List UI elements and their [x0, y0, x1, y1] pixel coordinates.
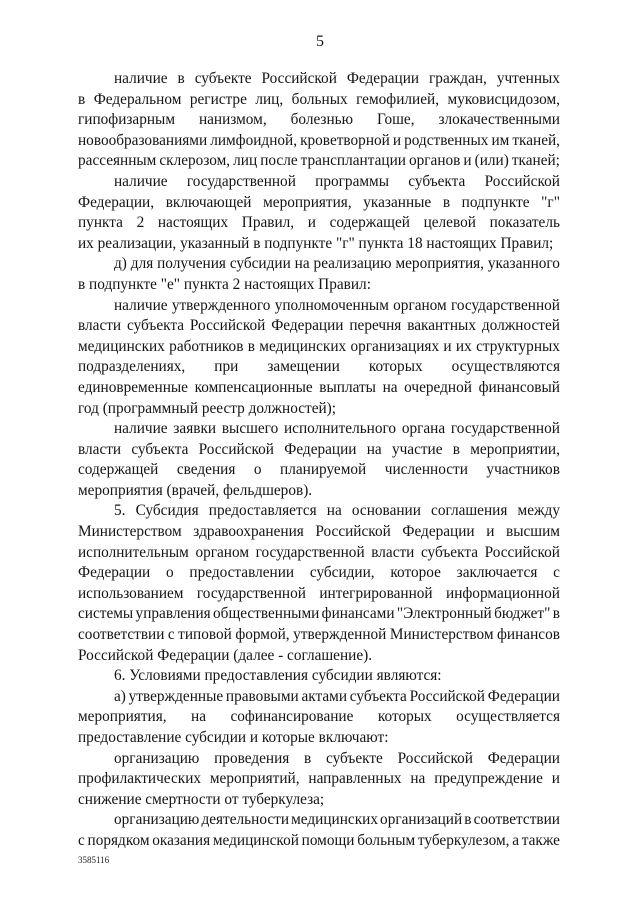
text-line — [78, 213, 560, 234]
word: и — [551, 770, 560, 788]
word: о — [166, 564, 174, 582]
word: высшим — [506, 523, 560, 541]
word: Федерации — [402, 523, 475, 541]
word: на — [382, 378, 398, 396]
text-line — [78, 501, 560, 522]
word: Гоше, — [377, 111, 415, 129]
word: субъекта — [127, 317, 185, 335]
word: вакантных — [407, 317, 476, 335]
text-line — [78, 749, 560, 770]
word: субъекте — [326, 749, 383, 767]
text-line: Российской Федерации (далее - соглашение). — [78, 646, 373, 664]
word: предупреждение — [434, 770, 543, 788]
word: управления — [135, 605, 211, 623]
word: и — [486, 523, 495, 541]
word: здравоохранения — [193, 523, 304, 541]
word: с — [553, 564, 560, 582]
word: для — [130, 255, 154, 273]
word: Федерации — [78, 564, 151, 582]
word: на — [191, 708, 206, 726]
text-line — [78, 254, 560, 275]
word: органом — [393, 296, 447, 314]
word: финансов — [497, 626, 560, 644]
word: предоставлении — [189, 564, 295, 582]
word: государственной — [186, 172, 296, 190]
word: на — [410, 770, 426, 788]
word: злокачественными — [438, 111, 560, 129]
word: при — [214, 358, 239, 376]
word: порядком — [87, 831, 150, 849]
text-line — [78, 604, 560, 625]
word: мероприятии, — [470, 440, 560, 458]
word: типовой — [178, 626, 232, 644]
word: государственной — [196, 584, 306, 602]
word: численности — [384, 461, 468, 479]
word: новообразованиями — [78, 131, 208, 149]
word: которых — [377, 708, 432, 726]
word: и — [463, 152, 472, 170]
word: Российской — [198, 440, 274, 458]
word: а) — [114, 687, 126, 705]
word: д) — [114, 255, 127, 273]
word: органа — [401, 420, 446, 438]
word: субъекта — [420, 543, 478, 561]
word: государственной — [450, 420, 560, 438]
text-line — [78, 378, 560, 399]
word: которое — [390, 564, 441, 582]
word: (или) — [474, 152, 509, 170]
word: лиц — [233, 152, 258, 170]
word: кроветворной — [300, 131, 390, 149]
word: планируемой — [280, 461, 367, 479]
word: Федерации — [271, 317, 344, 335]
word: "г" — [541, 193, 560, 211]
word: а — [512, 831, 519, 849]
word: наличие — [114, 172, 168, 190]
word: компенсационные — [194, 378, 313, 396]
text-line: 6. Условиями предоставления субсидии являются: — [114, 667, 442, 685]
word: высшего — [221, 420, 279, 438]
word: их — [455, 337, 472, 355]
word: туберкулезом, — [417, 831, 510, 849]
word: уполномоченным — [274, 296, 389, 314]
word: очередной — [404, 378, 472, 396]
word: органов — [408, 152, 461, 170]
text-line — [78, 584, 560, 605]
word: финансами — [321, 605, 395, 623]
word: власти — [371, 543, 415, 561]
text-line — [78, 337, 560, 358]
word: рассеянным — [78, 152, 157, 170]
word: Российской — [409, 687, 485, 705]
word: заявки — [173, 420, 217, 438]
word: перечня — [349, 317, 402, 335]
word: пункта — [78, 214, 123, 232]
word: учтенных — [496, 70, 560, 87]
word: подпункте — [461, 193, 530, 211]
text-line — [78, 193, 560, 214]
word: субсидии — [229, 255, 291, 273]
word: с — [78, 831, 85, 849]
text-line — [78, 440, 560, 461]
word: указанные — [363, 193, 432, 211]
word: медицинских — [291, 811, 378, 829]
text-line: в подпункте "е" пункта 2 настоящих Правил: — [78, 275, 371, 293]
word: Российской — [189, 317, 266, 335]
word: участие — [391, 440, 443, 458]
word: Федерации — [487, 687, 560, 705]
word: тканей; — [511, 152, 560, 170]
document-body — [78, 69, 560, 852]
word: организацию — [114, 811, 200, 829]
word: на — [326, 502, 342, 520]
word: 5. — [114, 502, 126, 520]
word: на — [294, 255, 310, 273]
text-line: их реализации, указанный в подпункте "г" пункта 18 настоящих Правил; — [78, 234, 554, 252]
word: медицинских — [259, 337, 347, 355]
word: утвержденного — [171, 296, 271, 314]
word: мероприятия, — [263, 193, 352, 211]
word: структурных — [476, 337, 560, 355]
document-code: 3585116 — [78, 855, 110, 865]
word: Федерации, — [78, 193, 155, 211]
word: государственной — [450, 296, 560, 314]
word: направленных — [308, 770, 402, 788]
word: 2 — [136, 214, 145, 232]
word: наличие — [114, 420, 168, 438]
word: родственных — [404, 131, 489, 149]
word: власти — [78, 440, 122, 458]
word: Министерством — [78, 523, 182, 541]
word: сведения — [176, 461, 236, 479]
word: муковисцидозом, — [447, 90, 560, 108]
word: Министерством — [389, 626, 494, 644]
word: мероприятий, — [209, 770, 300, 788]
text-line: мероприятия (врачей, фельдшеров). — [78, 481, 313, 499]
word: использованием — [78, 584, 184, 602]
word: правовыми — [225, 687, 299, 705]
word: актами — [301, 687, 348, 705]
word: мероприятия, — [78, 708, 167, 726]
text-line — [78, 90, 560, 111]
text-line — [78, 357, 560, 378]
word: информационной — [446, 584, 560, 602]
word: основании — [351, 502, 421, 520]
word: и — [443, 337, 452, 355]
word: Российской — [484, 172, 560, 190]
text-line — [78, 563, 560, 584]
word: государственной — [255, 543, 365, 561]
word: выплаты — [319, 378, 376, 396]
word: Российской — [484, 543, 560, 561]
text-line — [78, 316, 560, 337]
text-line — [78, 687, 560, 708]
word: проведения — [214, 749, 290, 767]
word: осуществляются — [451, 358, 560, 376]
text-line — [78, 131, 560, 152]
word: в — [464, 811, 472, 829]
word: Субсидия — [135, 502, 199, 520]
word: медицинских — [78, 337, 165, 355]
word: Российской — [397, 749, 473, 767]
text-line — [78, 707, 560, 728]
word: содержащей — [78, 461, 159, 479]
word: бюджет" — [494, 605, 551, 623]
word: программы — [315, 172, 390, 190]
word: участников — [486, 461, 560, 479]
text-line: предоставление субсидии и которые включают: — [78, 729, 389, 746]
word: в — [177, 70, 185, 87]
word: склерозом, — [159, 152, 231, 170]
word: предоставляется — [208, 502, 317, 520]
word: лиц, — [255, 90, 284, 108]
word: соответствии — [78, 626, 165, 644]
word: субъекта — [131, 440, 189, 458]
word: и — [392, 131, 402, 149]
word: получения — [157, 255, 226, 273]
text-line — [78, 296, 560, 317]
word: указанного — [487, 255, 560, 273]
text-line — [78, 543, 560, 564]
word: организацию — [114, 749, 200, 767]
word: "Электронный — [396, 605, 492, 623]
text-line: снижение смертности от туберкулеза; — [78, 790, 325, 808]
word: которых — [368, 358, 423, 376]
word: гемофилией, — [356, 90, 440, 108]
word: в — [452, 440, 460, 458]
word: субъекта — [408, 172, 466, 190]
word: гипофизарным — [78, 111, 176, 129]
word: целевой — [423, 214, 476, 232]
word: организаций — [380, 811, 463, 829]
word: Федерации — [346, 70, 420, 87]
word: утвержденные — [128, 687, 224, 705]
word: Российской — [315, 523, 391, 541]
word: наличие — [114, 70, 168, 87]
word: на — [366, 440, 382, 458]
word: и — [307, 214, 316, 232]
text-line — [78, 810, 560, 831]
text-line — [78, 625, 560, 646]
word: трансплантации — [300, 152, 406, 170]
word: мероприятия, — [395, 255, 485, 273]
text-line — [78, 172, 560, 193]
text-line — [78, 151, 560, 172]
word: власти — [78, 317, 122, 335]
word: в — [442, 193, 451, 211]
word: Правил, — [241, 214, 295, 232]
word: реализацию — [313, 255, 392, 273]
word: оказания — [152, 831, 211, 849]
word: заключается — [456, 564, 538, 582]
word: соглашения — [431, 502, 508, 520]
word: софинансирование — [230, 708, 354, 726]
word: в — [552, 605, 560, 623]
word: субъекта — [349, 687, 407, 705]
word: должностей — [481, 317, 560, 335]
word: в — [304, 749, 312, 767]
word: субсидии, — [309, 564, 375, 582]
text-line — [78, 110, 560, 131]
word: тканей, — [512, 131, 560, 149]
text-line — [78, 69, 560, 90]
text-line — [78, 831, 560, 852]
text-line: год (программный реестр должностей); — [78, 399, 337, 417]
word: Федерации — [284, 440, 357, 458]
word: органом — [195, 543, 250, 561]
word: осуществляется — [456, 708, 560, 726]
word: Федерации — [487, 749, 560, 767]
word: болезнью — [290, 111, 354, 129]
word: подразделениях, — [78, 358, 186, 376]
word: в — [247, 337, 255, 355]
text-line — [78, 460, 560, 481]
word: граждан, — [429, 70, 487, 87]
word: после — [260, 152, 298, 170]
word: замещении — [267, 358, 340, 376]
word: соответствии — [473, 811, 560, 829]
word: содержащей — [329, 214, 410, 232]
word: наличие — [114, 296, 168, 314]
word: профилактических — [78, 770, 202, 788]
word: деятельности — [201, 811, 290, 829]
word: между — [517, 502, 560, 520]
word: интегрированной — [319, 584, 433, 602]
word: исполнительным — [78, 543, 189, 561]
word: лимфоидной, — [210, 131, 298, 149]
word: о — [253, 461, 262, 479]
word: утвержденной — [293, 626, 387, 644]
word: настоящих — [157, 214, 229, 232]
word: работников — [169, 337, 244, 355]
page-number: 5 — [316, 33, 324, 50]
word: больных — [291, 90, 348, 108]
text-line — [78, 769, 560, 790]
text-line — [78, 419, 560, 440]
word: формой, — [235, 626, 290, 644]
word: финансовый — [478, 378, 560, 396]
word: субъекте — [194, 70, 252, 87]
word: регистре — [189, 90, 247, 108]
word: общественными — [213, 605, 320, 623]
word: с — [167, 626, 175, 644]
word: помощи — [301, 831, 355, 849]
text-line — [78, 522, 560, 543]
word: системы — [78, 605, 134, 623]
word: включающей — [165, 193, 252, 211]
word: им — [491, 131, 510, 149]
word: Федеральном — [93, 90, 182, 108]
word: в — [78, 90, 86, 108]
word: больным — [357, 831, 416, 849]
word: показатель — [489, 214, 560, 232]
word: Российской — [261, 70, 337, 87]
word: медицинской — [212, 831, 299, 849]
word: также — [521, 831, 560, 849]
word: нанизмом, — [198, 111, 267, 129]
word: исполнительного — [283, 420, 397, 438]
word: организациях — [350, 337, 440, 355]
word: единовременные — [78, 378, 188, 396]
